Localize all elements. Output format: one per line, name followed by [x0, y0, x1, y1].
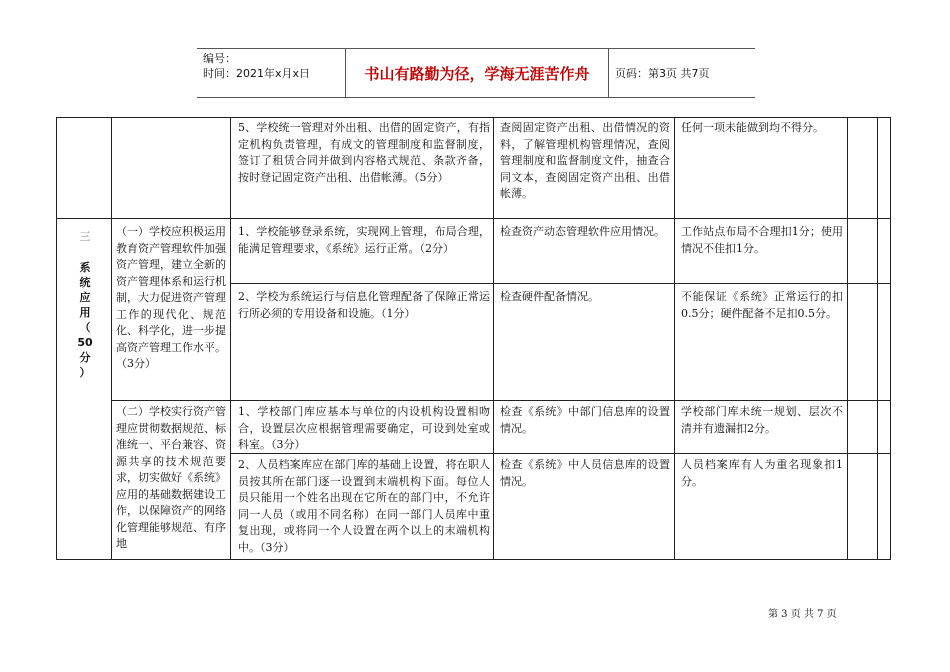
table-border-right [890, 117, 891, 560]
check-method: 检查《系统》中部门信息库的设置情况。 [500, 405, 670, 435]
header-motto: 书山有路勤为径，学海无涯苦作舟 [345, 49, 609, 97]
table-col-divider [230, 117, 231, 560]
group-requirement: （一）学校应积极运用教育资产管理软件加强资产管理，建立全新的资产管理体系和运行机制，大力促进资产管理工作的现代化、规范化、科学化，进一步提高资产管理工作水平。（3分） [116, 225, 226, 370]
criterion-item: 1、学校部门库应基本与单位的内设机构设置相吻合，设置层次应根据管理需要确定，可设到处室或科室。（3分） [238, 405, 490, 451]
table-col-divider [847, 117, 848, 560]
section-name-char: 统 [79, 276, 91, 289]
table-col-divider [493, 117, 494, 560]
deduction-rule: 不能保证《系统》正常运行的扣0.5分；硬件配备不足扣0.5分。 [681, 290, 843, 320]
deduction-rule: 工作站点布局不合理扣1分；使用情况不佳扣1分。 [681, 225, 843, 255]
number-label: 编号： [203, 52, 236, 65]
header-meta [197, 49, 345, 97]
criterion-item: 1、学校能够登录系统，实现网上管理，布局合理，能满足管理要求，《系统》运行正常。（2分） [238, 225, 490, 255]
page-footer: 第 3 页 共 7 页 [768, 609, 837, 620]
section-score-unit: 分 [79, 351, 91, 364]
table-border-bottom [56, 559, 891, 560]
time-label: 时间：2021年x月x日 [203, 67, 311, 80]
section-score-open: （ [79, 321, 91, 334]
check-method: 查阅固定资产出租、出借情况的资料，了解管理机构管理情况，查阅管理制度和监督制度文件，抽查合同文本，查阅固定资产出租、出借帐薄。 [500, 121, 670, 200]
deduction-rule: 学校部门库未统一规划、层次不清并有遗漏扣2分。 [681, 405, 843, 435]
section-number: 三 [79, 230, 91, 243]
table-border-top [56, 117, 891, 118]
table-col-divider [674, 117, 675, 560]
criterion-item: 5、学校统一管理对外出租、出借的固定资产，有指定机构负责管理，有成文的管理制度和监督制度，签订了租赁合同并做到内容格式规范、条款齐备，按时登记固定资产出租、出借帐薄。（5分） [238, 121, 490, 184]
table-divider [230, 283, 891, 284]
table-divider [111, 400, 891, 401]
table-col-divider [111, 117, 112, 560]
criterion-item: 2、人员档案库应在部门库的基础上设置，将在职人员按其所在部门逐一设置到末端机构下面。每位人员只能用一个姓名出现在它所在的部门中，不允许同一人员（或用不同名称）在同一部门人员库中重复出现，或将同一个人设置在两个以上的末端机构中。（3分） [238, 458, 490, 554]
header-page-info: 页码：第3页 共7页 [615, 67, 710, 80]
section-name-char: 系 [79, 261, 91, 274]
section-score-close: ） [79, 366, 91, 379]
section-label [75, 229, 95, 380]
check-method: 检查《系统》中人员信息库的设置情况。 [500, 458, 670, 488]
section-score: 50 [77, 336, 93, 349]
section-name-char: 应 [79, 291, 91, 304]
deduction-rule: 任何一项未能做到均不得分。 [681, 121, 824, 134]
check-method: 检查资产动态管理软件应用情况。 [500, 225, 665, 238]
criterion-item: 2、学校为系统运行与信息化管理配备了保障正常运行所必须的专用设备和设施。（1分） [238, 290, 490, 320]
table-divider [56, 218, 891, 219]
check-method: 检查硬件配备情况。 [500, 290, 599, 303]
group-requirement: （二）学校实行资产管理应贯彻数据规范、标准统一、平台兼容、资源共享的技术规范要求，切实做好《系统》应用的基础数据建设工作，以保障资产的网络化管理能够规范、有序地 [116, 405, 226, 550]
document-header [197, 48, 755, 98]
section-name-char: 用 [79, 306, 91, 319]
table-border-left [56, 117, 57, 560]
deduction-rule: 人员档案库有人为重名现象扣1分。 [681, 458, 843, 488]
table-col-divider [877, 117, 878, 560]
